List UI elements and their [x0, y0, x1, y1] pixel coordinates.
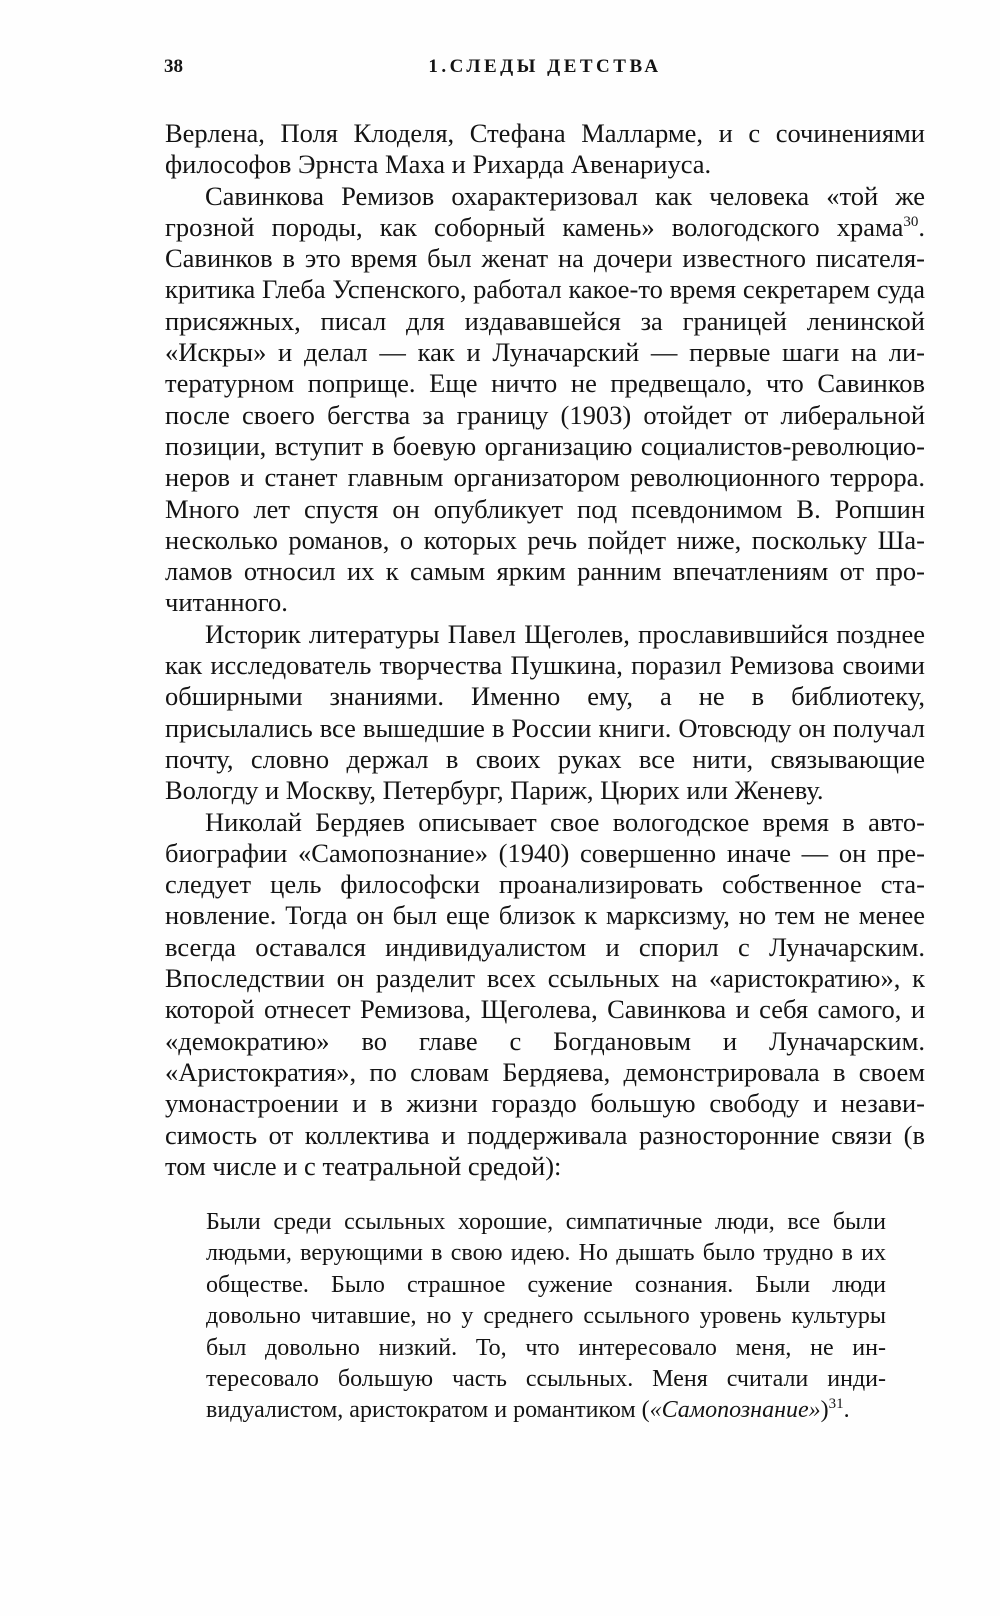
- block-quote: [206, 1207, 886, 1427]
- footnote-ref-31: 31: [828, 1396, 844, 1413]
- paragraph-savinkov: [165, 181, 925, 619]
- footnote-ref-30: 30: [903, 214, 919, 231]
- quote-source: «Самопознание»: [649, 1397, 821, 1424]
- paragraph-text: Савинкова Ремизов охарактеризовал как человека «той же грозной породы, как соборный камень» вологодского храма: [165, 180, 925, 242]
- paragraph-continuation: Верлена, Поля Клоделя, Стефана Малларме, и с сочинениями философов Эрнста Маха и Рихарда Авенариуса.: [165, 118, 925, 180]
- chapter-title: 1.СЛЕДЫ ДЕТСТВА: [428, 56, 662, 77]
- running-head: [164, 56, 926, 86]
- quote-text: Были среди ссыльных хорошие, симпатичные люди, все были людьми, верующими в свою идею. Но дышать было трудно в их обществе. Было страшное сужение сознания. Были люди довольно читавшие, но у среднего ссыльного уровень культуры был довольно низкий. То, что интересовало меня, не интересовало большую часть ссыльных. Меня считали индивидуалистом, аристократом и романтиком (: [206, 1209, 886, 1424]
- quote-end: .: [843, 1397, 850, 1424]
- paragraph-text: . Савинков в это время был женат на дочери известного писателя-критика Глеба Успенского, работал какое-то время секретарем суда присяжных, писал для издававшейся за границей ленинской «Искры» и делал — как и Луначарский — первые шаги на литературном поприще. Еще ничто не предвещало, что Савинков после своего бегства за границу (1903) отойдет от либеральной позиции, вступит в боевую организацию социалистов-революционеров и станет главным организатором революционного террора. Много лет спустя он опубликует под псевдонимом В. Ропшин несколько романов, о которых речь пойдет ниже, поскольку Шаламов относил их к самым ярким ранним впечатлениям от прочитанного.: [165, 211, 925, 618]
- paragraph-berdyaev: Николай Бердяев описывает свое вологодское время в автобиографии «Самопознание» (1940) совершенно иначе — он преследует цель философски проанализировать собственное становление. Тогда он был еще близок к марксизму, но тем не менее всегда оставался индивидуалистом и спорил с Луначарским. Впоследствии он разделит всех ссыльных на «аристократию», к которой отнесет Ремизова, Щеголева, Савинкова и себя самого, и «демократию» во главе с Богдановым и Луначарским. «Аристократия», по словам Бердяева, демонстрировала в своем умонастроении и в жизни гораздо большую свободу и независимость от коллектива и поддерживала разносторонние связи (в том числе и с театральной средой):: [165, 806, 925, 1181]
- page-number: 38: [164, 56, 183, 77]
- body-text: [165, 118, 925, 1182]
- paragraph-shchegolev: Историк литературы Павел Щеголев, прославившийся позднее как исследователь творчества Пушкина, поразил Ремизова своими обширными знаниями. Именно ему, а не в библиотеку, присылались все вышедшие в России книги. Отовсюду он получал почту, словно держал в своих руках все нити, связывающие Вологду и Москву, Петербург, Париж, Цюрих или Женеву.: [165, 618, 925, 806]
- quote-close: ): [820, 1397, 829, 1424]
